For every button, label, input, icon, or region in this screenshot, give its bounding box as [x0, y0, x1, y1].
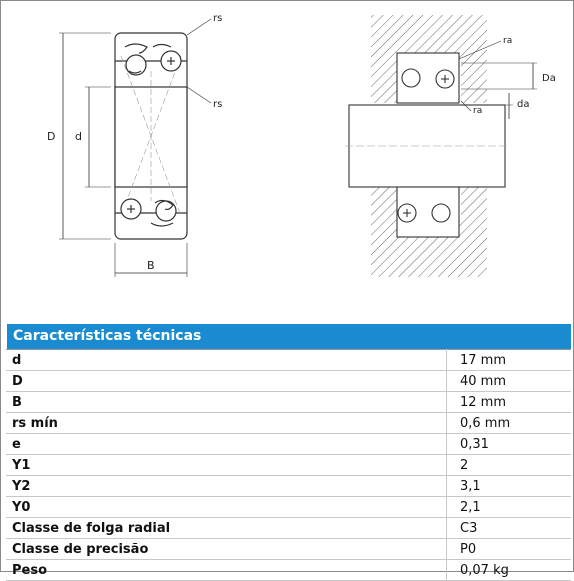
spec-label: D — [6, 371, 447, 392]
label-d: d — [75, 130, 82, 143]
spec-row — [6, 560, 571, 581]
spec-value: 0,07 kg — [447, 560, 572, 581]
spec-label: Y2 — [6, 476, 447, 497]
spec-value: 40 mm — [447, 371, 572, 392]
spec-row — [6, 413, 571, 434]
spec-value: 3,1 — [447, 476, 572, 497]
spec-value: 17 mm — [447, 350, 572, 371]
label-ra-mid: ra — [473, 106, 483, 116]
label-ra-top: ra — [503, 36, 513, 46]
spec-label: Classe de folga radial — [6, 518, 447, 539]
label-Da: Da — [542, 73, 556, 84]
spec-row — [6, 350, 571, 371]
spec-row — [6, 371, 571, 392]
spec-value: P0 — [447, 539, 572, 560]
spec-label: B — [6, 392, 447, 413]
spec-label: Y1 — [6, 455, 447, 476]
spec-label: Classe de precisão — [6, 539, 447, 560]
spec-row — [6, 539, 571, 560]
spec-label: Peso — [6, 560, 447, 581]
spec-row — [6, 476, 571, 497]
spec-label: d — [6, 350, 447, 371]
label-rs-mid: rs — [213, 99, 223, 110]
spec-label: e — [6, 434, 447, 455]
spec-row — [6, 434, 571, 455]
spec-value: 0,31 — [447, 434, 572, 455]
spec-row — [6, 518, 571, 539]
specs-title: Características técnicas — [7, 324, 571, 349]
spec-label: Y0 — [6, 497, 447, 518]
spec-row — [6, 392, 571, 413]
spec-value: C3 — [447, 518, 572, 539]
label-da: da — [517, 99, 530, 110]
spec-value: 2,1 — [447, 497, 572, 518]
label-B: B — [147, 259, 155, 272]
spec-row — [6, 455, 571, 476]
spec-value: 2 — [447, 455, 572, 476]
spec-label: rs mín — [6, 413, 447, 434]
specs-table — [6, 349, 571, 581]
label-rs-top: rs — [213, 13, 223, 24]
bearing-technical-drawing — [1, 1, 573, 321]
spec-value: 0,6 mm — [447, 413, 572, 434]
mounting-view — [345, 15, 537, 277]
spec-value: 12 mm — [447, 392, 572, 413]
label-D: D — [47, 130, 56, 143]
bearing-section-view — [59, 19, 211, 277]
technical-specs — [6, 324, 571, 581]
spec-row — [6, 497, 571, 518]
